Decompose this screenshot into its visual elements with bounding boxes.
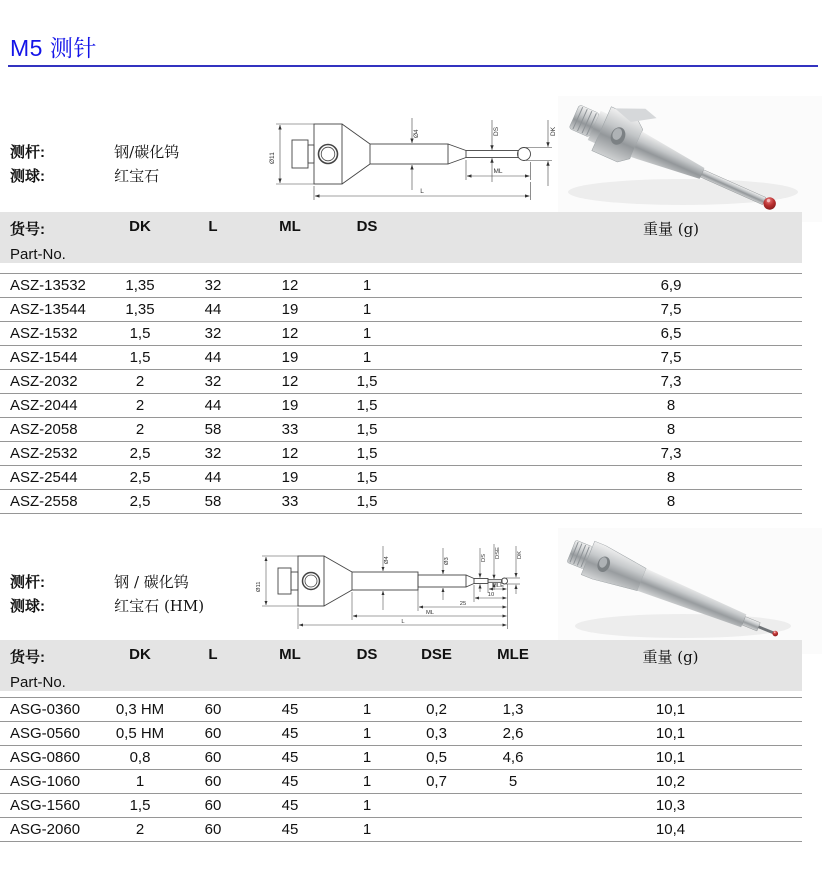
- dim-label-dk: DK: [550, 126, 557, 136]
- column-header-weight: 重量 (g): [400, 212, 802, 263]
- table-cell: 60: [180, 722, 246, 746]
- dim-label-ml: ML: [493, 168, 503, 175]
- table-cell: 2,5: [100, 466, 180, 490]
- table-cell: 0,5: [400, 746, 473, 770]
- stylus-photo-1: [558, 96, 822, 222]
- table-cell: ASZ-13532: [0, 274, 100, 298]
- table-cell: 2: [100, 818, 180, 842]
- table-cell: ASZ-2032: [0, 370, 100, 394]
- table-cell: 45: [246, 722, 334, 746]
- table-cell: ASG-0360: [0, 698, 100, 722]
- table-cell: 1,5: [334, 466, 400, 490]
- table-cell: [400, 818, 473, 842]
- table-cell: ASZ-13544: [0, 298, 100, 322]
- table-cell: 0,5 HM: [100, 722, 180, 746]
- table-cell: 44: [180, 466, 246, 490]
- dim-label-d11: Ø11: [256, 581, 262, 592]
- table-cell: 1,5: [334, 490, 400, 514]
- table-row: [0, 370, 802, 394]
- table-cell: ASG-1560: [0, 794, 100, 818]
- table-cell: 45: [246, 698, 334, 722]
- spec-line-ball: [10, 164, 179, 188]
- table-cell: 1,5: [100, 322, 180, 346]
- table-cell: 7,5: [400, 346, 802, 370]
- parts-table-1: [0, 212, 802, 514]
- dim-label-ds: DS: [481, 553, 487, 562]
- table-cell: 1,35: [100, 298, 180, 322]
- spec-line-shaft: [10, 140, 179, 164]
- column-header-ml: ML: [246, 640, 334, 691]
- table-cell: ASZ-2558: [0, 490, 100, 514]
- table-cell: 19: [246, 346, 334, 370]
- table-cell: 10,4: [553, 818, 802, 842]
- table-cell: 1: [334, 722, 400, 746]
- table-cell: 44: [180, 298, 246, 322]
- table-cell: ASZ-2044: [0, 394, 100, 418]
- dim-label-d4: Ø4: [384, 556, 390, 564]
- ball-label: 测球:: [10, 598, 45, 615]
- table-cell: 45: [246, 770, 334, 794]
- part-title-zh: 货号:: [10, 221, 45, 238]
- table-cell: ASZ-1544: [0, 346, 100, 370]
- header-row: [0, 212, 802, 263]
- table-cell: 2: [100, 418, 180, 442]
- table-cell: 1: [334, 298, 400, 322]
- table-cell: 1,5: [334, 370, 400, 394]
- dim-label-ml: ML: [425, 610, 435, 616]
- part-title-en: Part-No.: [10, 246, 66, 263]
- table-cell: 8: [400, 466, 802, 490]
- dim-label-dse: DSE: [495, 547, 501, 559]
- table-cell: ASG-0560: [0, 722, 100, 746]
- column-header-l: L: [180, 640, 246, 691]
- dim-label-ds: DS: [493, 126, 500, 136]
- table-cell: 1,35: [100, 274, 180, 298]
- table-cell: 2: [100, 394, 180, 418]
- table-cell: 12: [246, 442, 334, 466]
- table-cell: 10,2: [553, 770, 802, 794]
- table-cell: 45: [246, 746, 334, 770]
- table-cell: 2,5: [100, 442, 180, 466]
- table-cell: 10,1: [553, 698, 802, 722]
- table-cell: 1: [334, 770, 400, 794]
- header-row: [0, 640, 802, 691]
- column-header-dse: DSE: [400, 640, 473, 691]
- dim-label-d4: Ø4: [413, 129, 420, 138]
- table-cell: 0,7: [400, 770, 473, 794]
- table-cell: 60: [180, 698, 246, 722]
- table-cell: 60: [180, 770, 246, 794]
- dim-label-d3: Ø3: [444, 557, 450, 565]
- table-body: [0, 274, 802, 514]
- ball-outline: [518, 148, 531, 161]
- table-cell: 1,5: [100, 346, 180, 370]
- table-row: [0, 818, 802, 842]
- column-header-mle: MLE: [473, 640, 553, 691]
- column-header-weight: 重量 (g): [553, 640, 802, 691]
- table-cell: [473, 794, 553, 818]
- column-header-ds: DS: [334, 212, 400, 263]
- table-cell: 1: [334, 698, 400, 722]
- dim-label-d11: Ø11: [269, 152, 276, 164]
- table-cell: 1,5: [334, 394, 400, 418]
- ball-label: 测球:: [10, 168, 45, 185]
- table-cell: ASZ-2532: [0, 442, 100, 466]
- stylus-technical-drawing-2: [248, 532, 563, 637]
- table-row: [0, 346, 802, 370]
- table-cell: ASZ-2544: [0, 466, 100, 490]
- part-title-zh: 货号:: [10, 649, 45, 666]
- spacer-row: [0, 263, 802, 274]
- table-cell: [473, 818, 553, 842]
- table-cell: ASG-1060: [0, 770, 100, 794]
- table-row: [0, 466, 802, 490]
- table-cell: ASG-2060: [0, 818, 100, 842]
- table-row: [0, 794, 802, 818]
- table-cell: 5: [473, 770, 553, 794]
- title-rule: [8, 65, 818, 67]
- shaft-value: 钢/碳化钨: [114, 143, 180, 161]
- column-header-l: L: [180, 212, 246, 263]
- table-cell: 1,5: [334, 418, 400, 442]
- table-cell: 1: [334, 746, 400, 770]
- dim-label-25: 25: [459, 601, 467, 607]
- table-cell: 32: [180, 370, 246, 394]
- shaft-label: 测杆:: [10, 574, 45, 591]
- column-header-part: [0, 640, 100, 691]
- table-cell: 60: [180, 818, 246, 842]
- table-cell: 7,3: [400, 442, 802, 466]
- table-cell: 2: [100, 370, 180, 394]
- table-cell: 32: [180, 442, 246, 466]
- table-cell: 0,2: [400, 698, 473, 722]
- table-cell: [400, 794, 473, 818]
- table-cell: 44: [180, 394, 246, 418]
- table-cell: 10,3: [553, 794, 802, 818]
- column-header-part: [0, 212, 100, 263]
- table-row: [0, 298, 802, 322]
- table-cell: 32: [180, 274, 246, 298]
- table-cell: 58: [180, 418, 246, 442]
- ball-value: 红宝石: [114, 167, 160, 185]
- table-cell: 1: [334, 274, 400, 298]
- table-cell: 7,5: [400, 298, 802, 322]
- table-cell: 12: [246, 274, 334, 298]
- table-cell: 12: [246, 370, 334, 394]
- table-cell: ASZ-1532: [0, 322, 100, 346]
- dim-label-l: L: [401, 619, 405, 625]
- table-cell: 44: [180, 346, 246, 370]
- table-cell: 8: [400, 394, 802, 418]
- table-cell: 1: [334, 818, 400, 842]
- table-row: [0, 274, 802, 298]
- table-body: [0, 698, 802, 842]
- section1-specs: [10, 140, 179, 188]
- ball-value: 红宝石 (HM): [114, 597, 205, 615]
- table-row: [0, 698, 802, 722]
- dim-label-mle: MLE: [492, 583, 504, 589]
- dim-label-l: L: [420, 188, 424, 195]
- table-cell: 0,8: [100, 746, 180, 770]
- table-cell: 1,5: [334, 442, 400, 466]
- table-cell: 1: [334, 794, 400, 818]
- table-cell: 0,3: [400, 722, 473, 746]
- column-header-ds: DS: [334, 640, 400, 691]
- table-cell: ASZ-2058: [0, 418, 100, 442]
- dim-label-10: 10: [487, 592, 495, 598]
- column-header-dk: DK: [100, 212, 180, 263]
- table-cell: 19: [246, 298, 334, 322]
- table-cell: 60: [180, 746, 246, 770]
- section2-specs: [10, 570, 204, 618]
- table-cell: 10,1: [553, 746, 802, 770]
- table-cell: 12: [246, 322, 334, 346]
- column-header-ml: ML: [246, 212, 334, 263]
- dim-label-dk: DK: [517, 550, 523, 559]
- table-cell: 6,5: [400, 322, 802, 346]
- table-cell: 1: [334, 322, 400, 346]
- table-row: [0, 418, 802, 442]
- table-cell: 58: [180, 490, 246, 514]
- table-cell: 7,3: [400, 370, 802, 394]
- table-cell: 4,6: [473, 746, 553, 770]
- table-row: [0, 770, 802, 794]
- table-cell: 45: [246, 794, 334, 818]
- stylus-photo-2: [558, 528, 822, 654]
- table-cell: 1,5: [100, 794, 180, 818]
- table-cell: 2,6: [473, 722, 553, 746]
- table-cell: 19: [246, 394, 334, 418]
- table-cell: 1: [334, 346, 400, 370]
- table-cell: 1: [100, 770, 180, 794]
- page-title: M5 测针: [10, 35, 97, 61]
- table-row: [0, 722, 802, 746]
- table-cell: 8: [400, 418, 802, 442]
- table-cell: 1,3: [473, 698, 553, 722]
- table-row: [0, 746, 802, 770]
- spec-line-shaft: [10, 570, 204, 594]
- table-cell: 33: [246, 418, 334, 442]
- table-cell: 0,3 HM: [100, 698, 180, 722]
- parts-table-2: [0, 640, 802, 842]
- shaft-value: 钢 / 碳化钨: [114, 573, 189, 591]
- table-cell: ASG-0860: [0, 746, 100, 770]
- table-cell: 6,9: [400, 274, 802, 298]
- table-row: [0, 490, 802, 514]
- table-cell: 19: [246, 466, 334, 490]
- table-cell: 33: [246, 490, 334, 514]
- table-row: [0, 322, 802, 346]
- table-cell: 32: [180, 322, 246, 346]
- part-title-en: Part-No.: [10, 674, 66, 691]
- table-row: [0, 442, 802, 466]
- column-header-dk: DK: [100, 640, 180, 691]
- table-row: [0, 394, 802, 418]
- table-cell: 60: [180, 794, 246, 818]
- shaft-label: 测杆:: [10, 144, 45, 161]
- table-cell: 2,5: [100, 490, 180, 514]
- table-cell: 10,1: [553, 722, 802, 746]
- table-cell: 45: [246, 818, 334, 842]
- spec-line-ball: [10, 594, 204, 618]
- stylus-technical-drawing-1: [252, 102, 562, 205]
- table-cell: 8: [400, 490, 802, 514]
